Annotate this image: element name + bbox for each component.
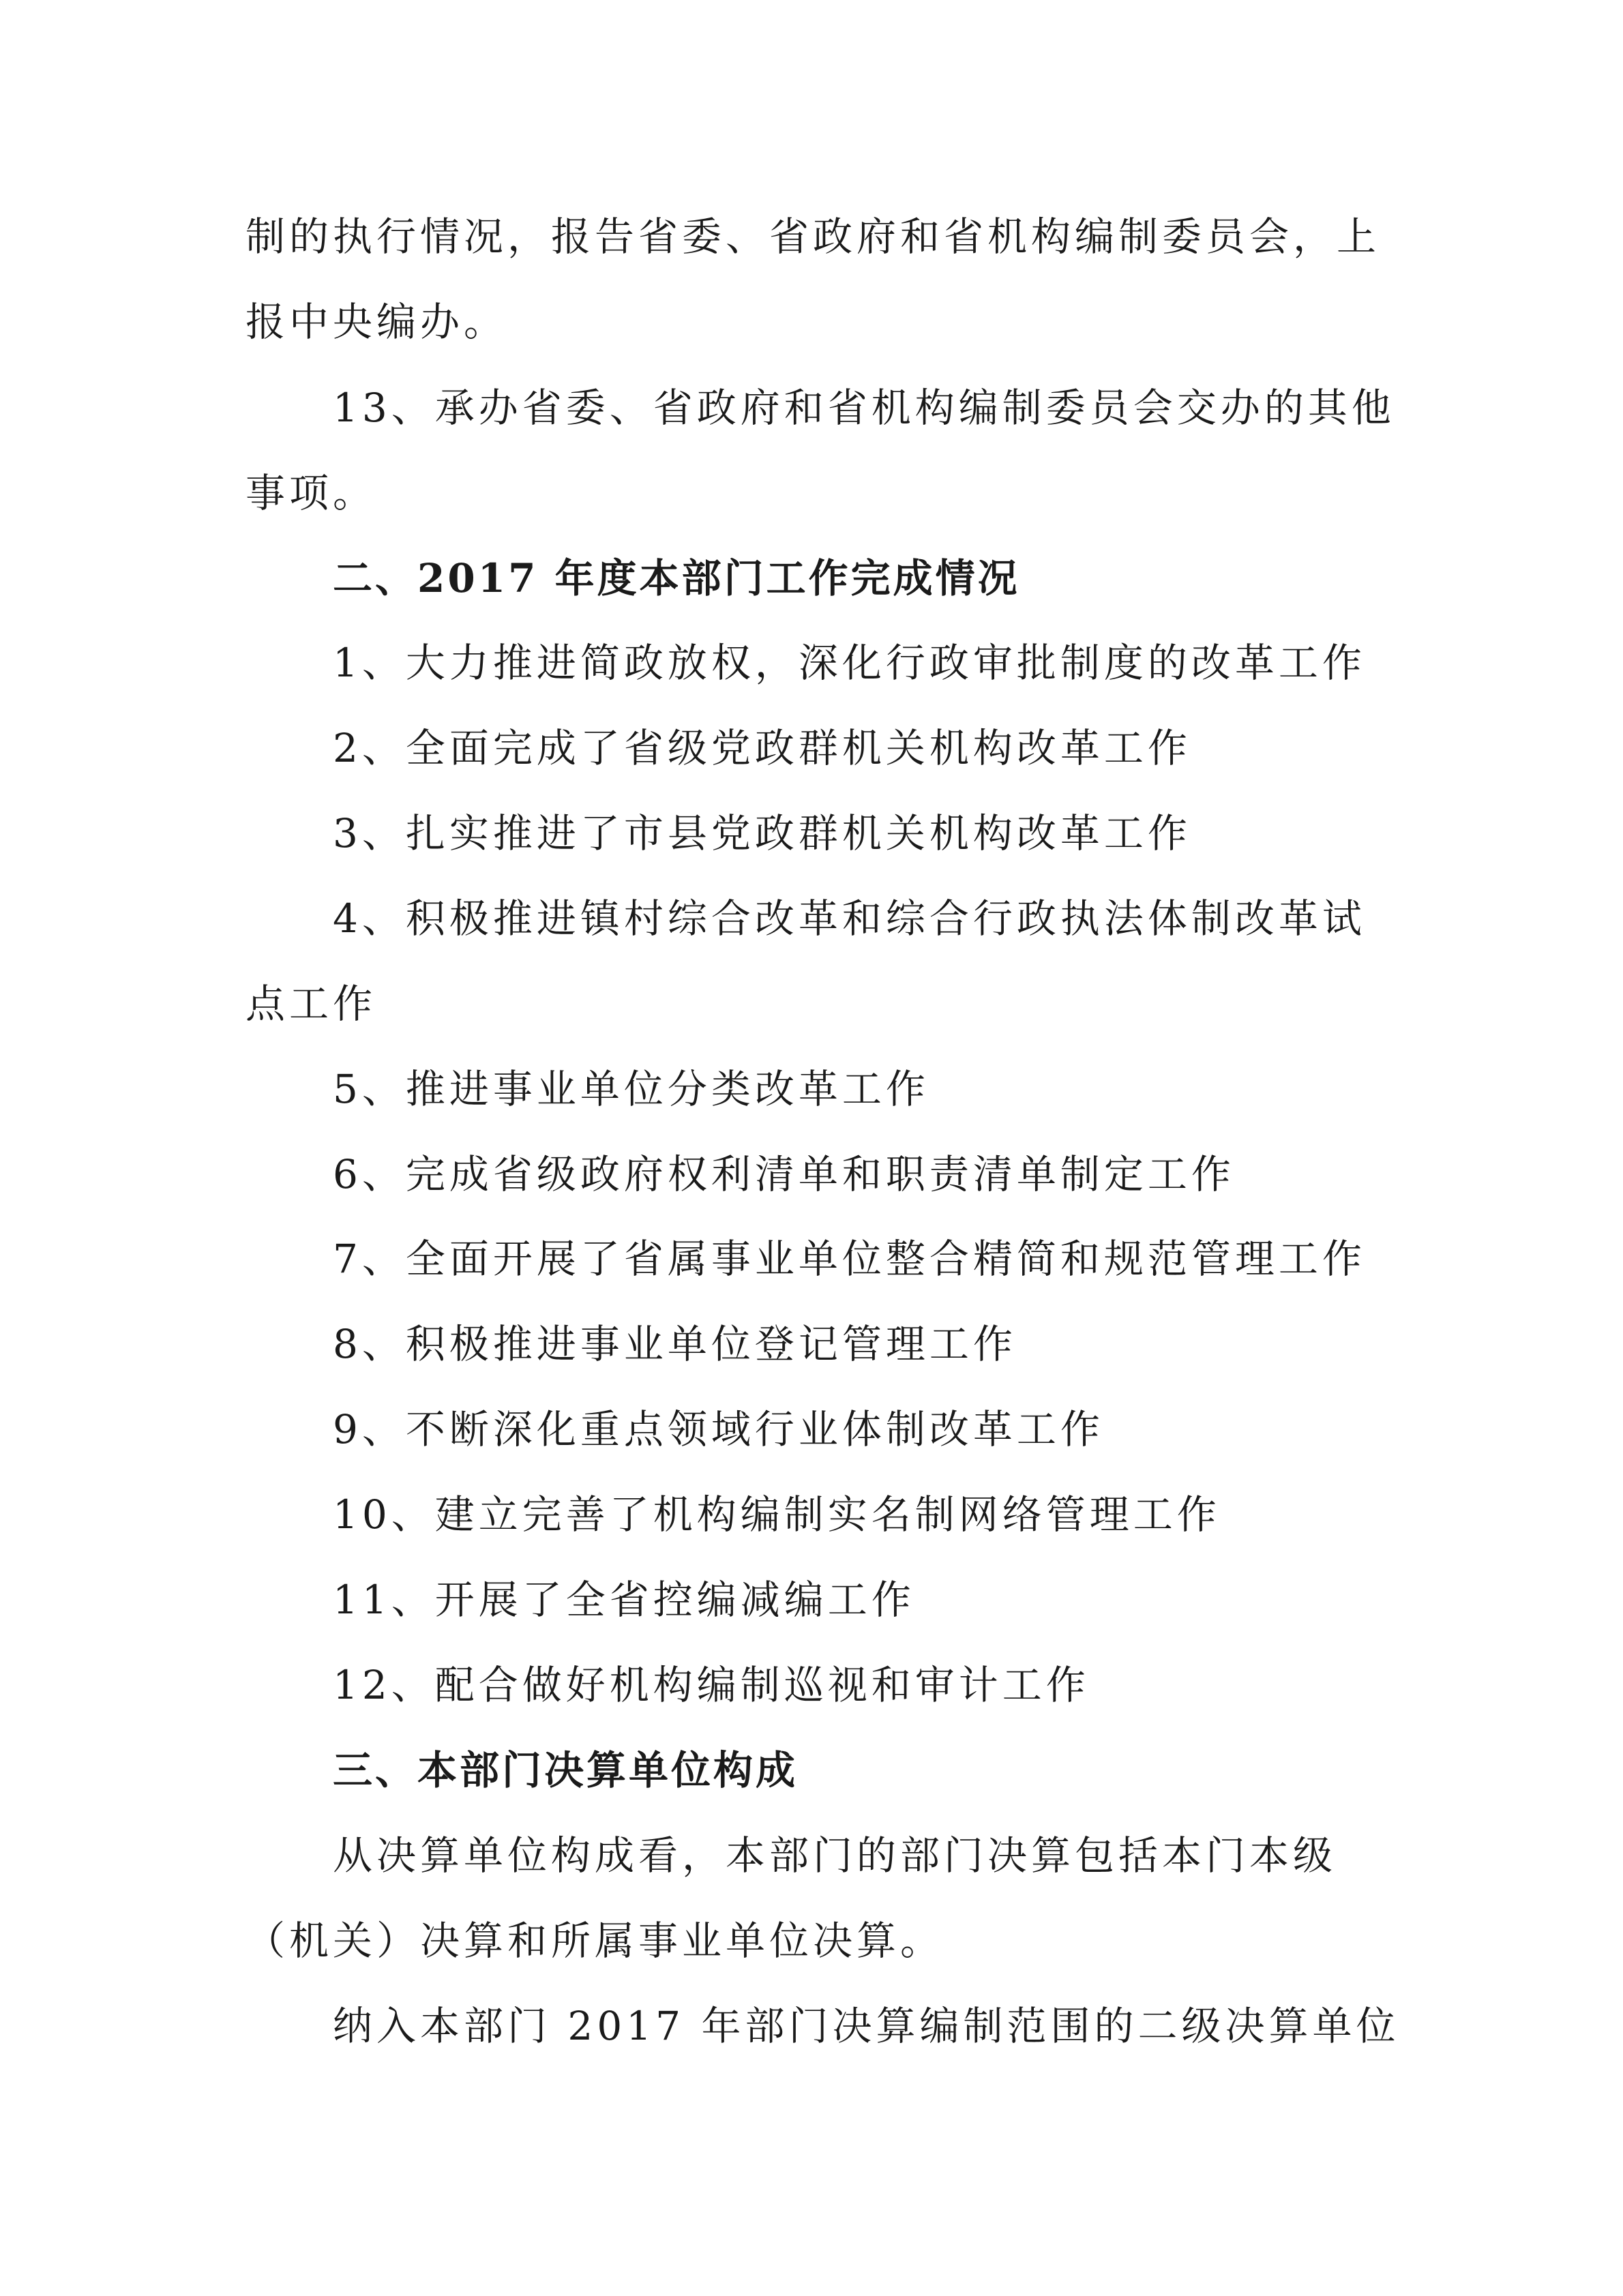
work-item-1: 1、大力推进简政放权，深化行政审批制度的改革工作 — [333, 640, 1366, 686]
paragraph-scope-line-1: 纳入本部门 2017 年部门决算编制范围的二级决算单位 — [333, 2003, 1400, 2049]
work-item-9: 9、不断深化重点领域行业体制改革工作 — [333, 1406, 1104, 1452]
section-heading-2: 二、2017 年度本部门工作完成情况 — [333, 555, 1020, 601]
work-item-4: 4、积极推进镇村综合改革和综合行政执法体制改革试 — [333, 895, 1366, 942]
list-item-13-continuation: 事项。 — [245, 470, 377, 516]
paragraph-line-2: 报中央编办。 — [245, 299, 508, 345]
work-item-12: 12、配合做好机构编制巡视和审计工作 — [333, 1662, 1090, 1708]
list-item-13: 13、承办省委、省政府和省机构编制委员会交办的其他 — [333, 385, 1395, 431]
work-item-4-continuation: 点工作 — [245, 981, 377, 1027]
section-heading-3: 三、本部门决算单位构成 — [333, 1747, 799, 1793]
paragraph-composition-line-1: 从决算单位构成看，本部门的部门决算包括本门本级 — [333, 1832, 1337, 1879]
work-item-2: 2、全面完成了省级党政群机关机构改革工作 — [333, 725, 1191, 771]
work-item-3: 3、扎实推进了市县党政群机关机构改革工作 — [333, 810, 1191, 856]
work-item-10: 10、建立完善了机构编制实名制网络管理工作 — [333, 1491, 1221, 1538]
paragraph-line-1: 制的执行情况，报告省委、省政府和省机构编制委员会，上 — [245, 213, 1381, 260]
work-item-7: 7、全面开展了省属事业单位整合精简和规范管理工作 — [333, 1236, 1366, 1282]
paragraph-composition-line-2: （机关）决算和所属事业单位决算。 — [245, 1918, 944, 1964]
work-item-11: 11、开展了全省控编减编工作 — [333, 1577, 915, 1623]
work-item-6: 6、完成省级政府权利清单和职责清单制定工作 — [333, 1151, 1235, 1197]
work-item-8: 8、积极推进事业单位登记管理工作 — [333, 1321, 1017, 1367]
work-item-5: 5、推进事业单位分类改革工作 — [333, 1066, 929, 1112]
